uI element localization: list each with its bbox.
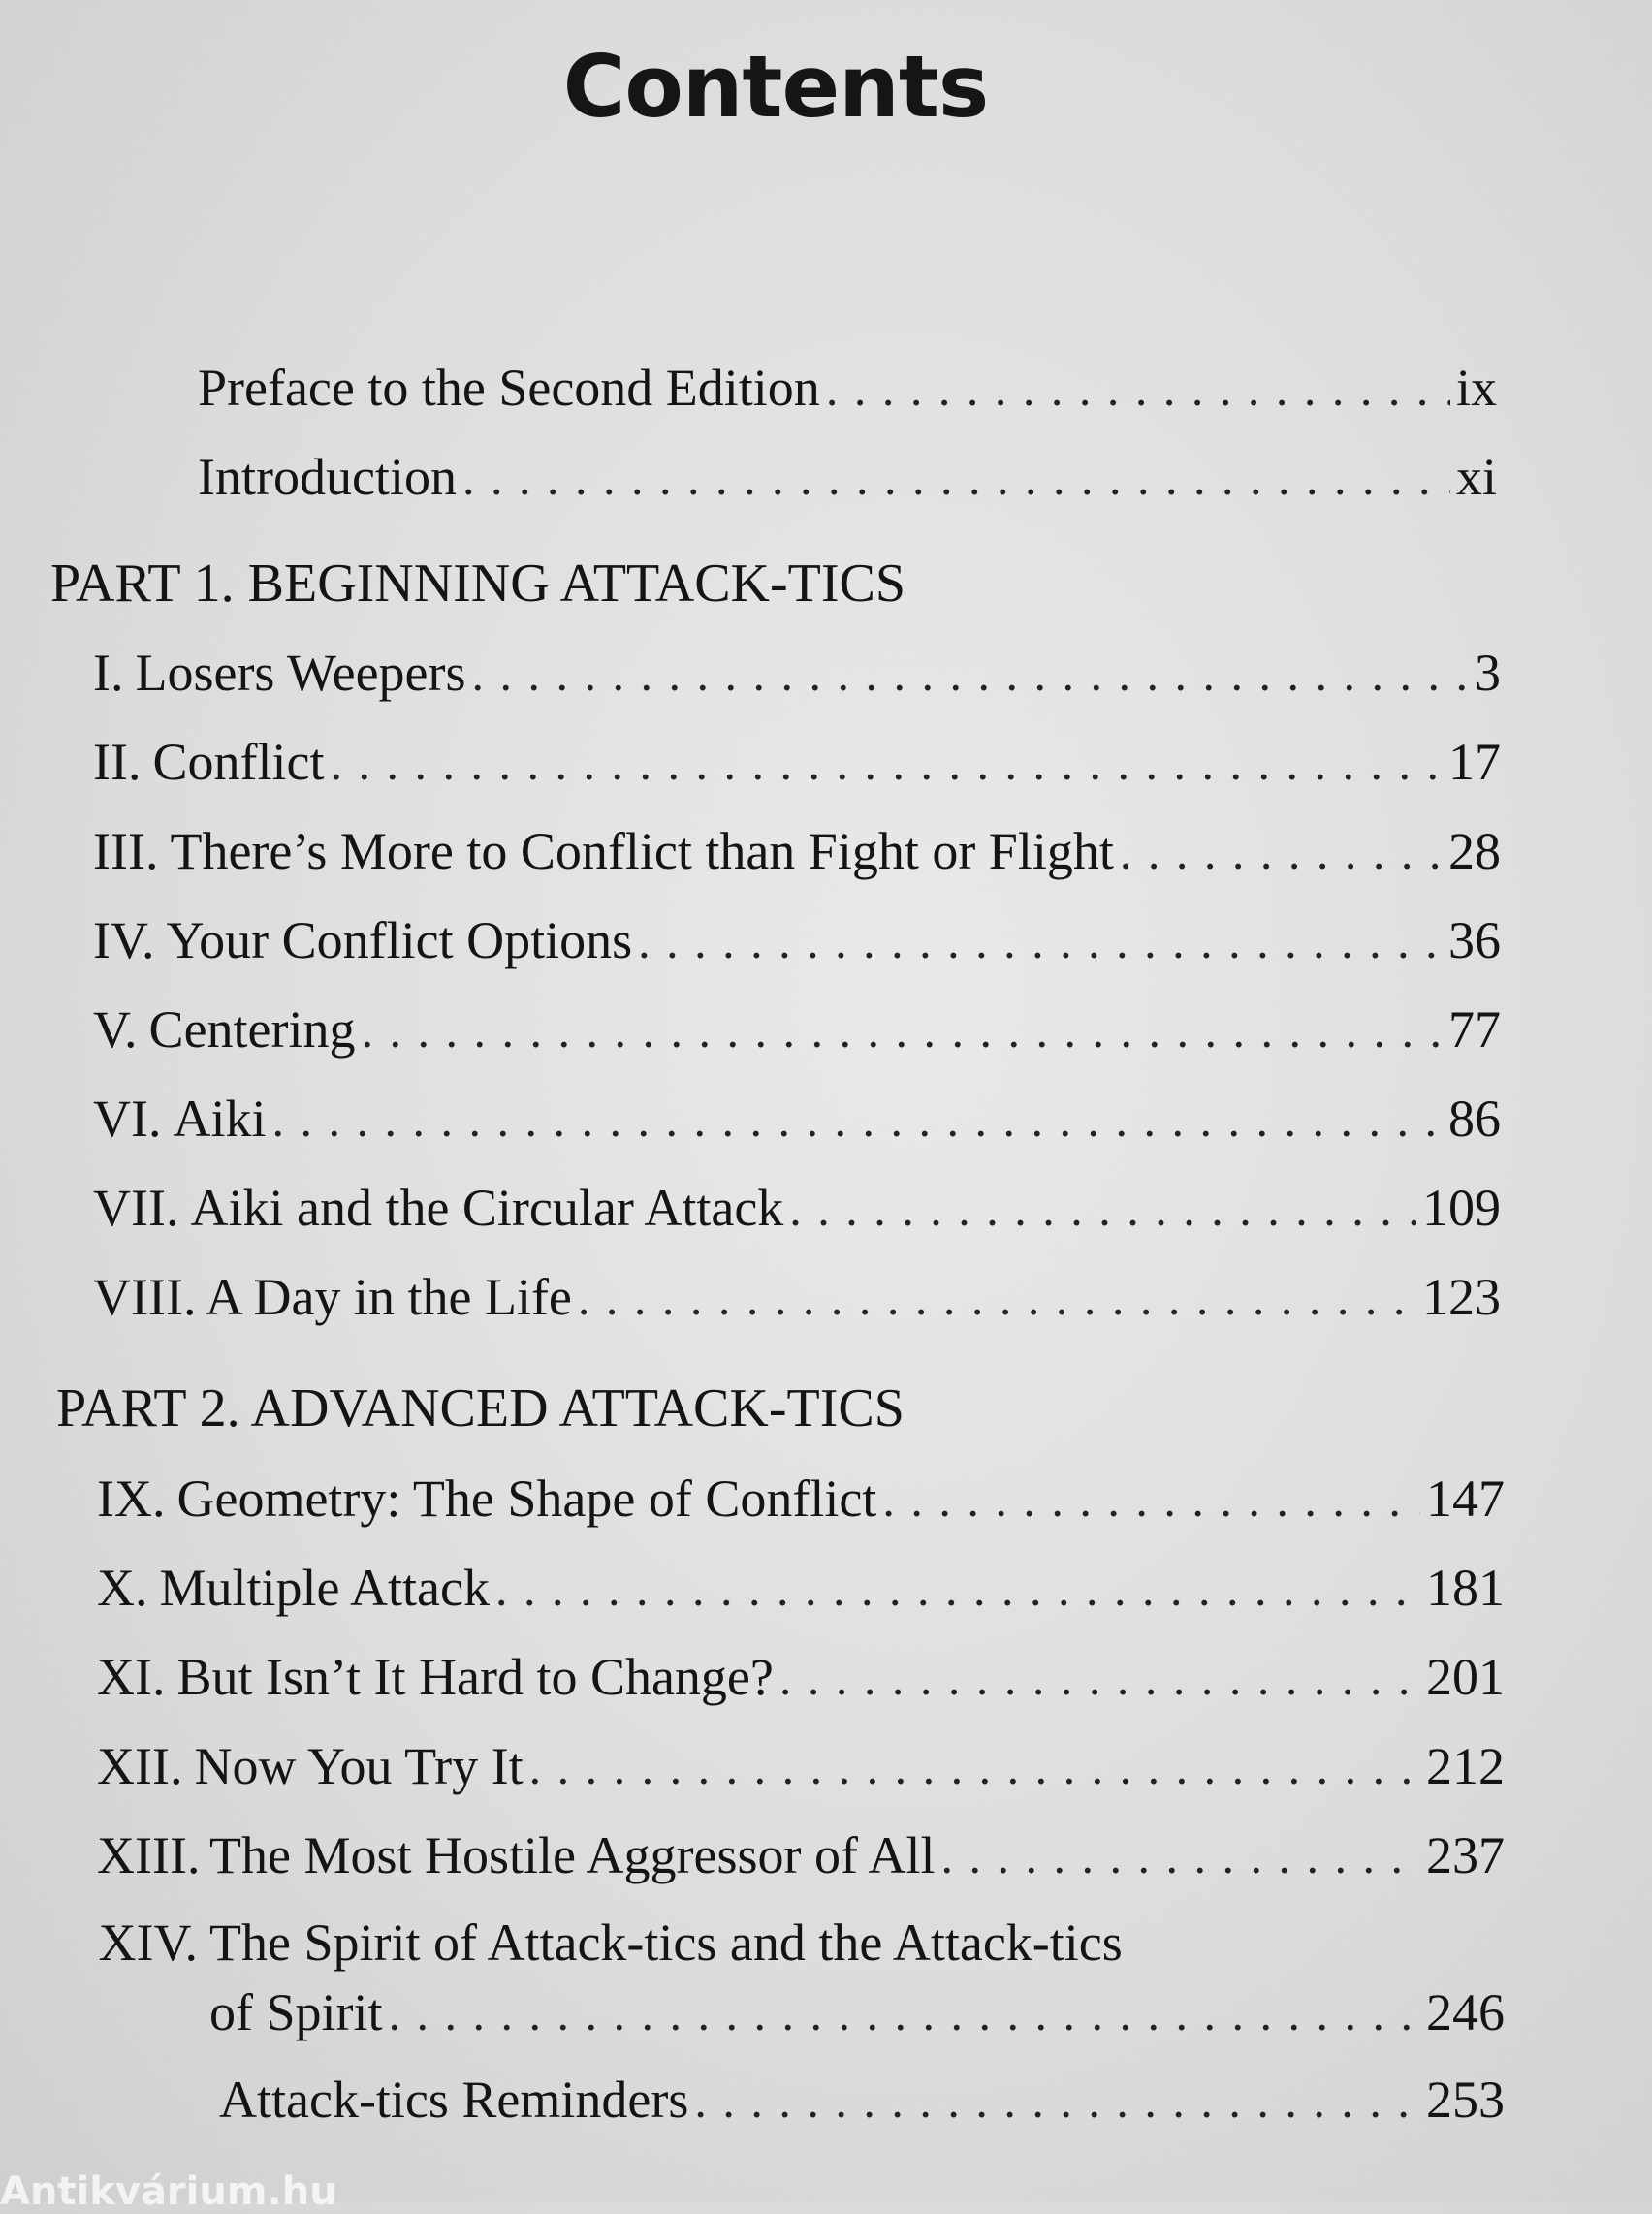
dot-leader — [389, 1989, 1420, 2038]
part-heading: PART 2. ADVANCED ATTACK-TICS — [56, 1378, 905, 1439]
toc-entry-label: Geometry: The Shape of Conflict — [176, 1470, 877, 1528]
dot-leader — [779, 1654, 1420, 1702]
toc-entry-label: Introduction — [198, 448, 457, 506]
toc-entry-reminders[interactable] — [219, 2071, 1505, 2129]
chapter-numeral: VII. — [93, 1179, 179, 1237]
toc-entry-chapter[interactable] — [97, 1648, 1505, 1706]
dot-leader — [882, 1475, 1420, 1524]
dot-leader — [694, 2076, 1420, 2125]
toc-page-number: 36 — [1448, 911, 1501, 969]
toc-entry-chapter[interactable] — [93, 1000, 1501, 1059]
toc-entry-chapter[interactable] — [93, 1268, 1501, 1326]
toc-entry-chapter[interactable] — [93, 733, 1501, 791]
chapter-numeral: IV. — [93, 911, 155, 969]
dot-leader — [529, 1743, 1420, 1791]
toc-entry-label: But Isn’t It Hard to Change? — [176, 1648, 774, 1706]
dot-leader — [1120, 828, 1443, 876]
toc-page-number: 246 — [1426, 1983, 1505, 2041]
toc-page-number: 147 — [1426, 1470, 1505, 1528]
toc-page-number: 181 — [1426, 1559, 1505, 1617]
toc-entry-label: Conflict — [152, 733, 325, 791]
dot-leader — [826, 364, 1450, 413]
toc-entry-label: Your Conflict Options — [166, 911, 633, 969]
toc-entry-label: There’s More to Conflict than Fight or Flight — [170, 822, 1114, 880]
toc-entry-chapter[interactable] — [93, 822, 1501, 880]
toc-entry-label: Attack-tics Reminders — [219, 2071, 689, 2129]
dot-leader — [472, 649, 1469, 698]
dot-leader — [462, 454, 1450, 502]
toc-page-number: 123 — [1422, 1268, 1501, 1326]
toc-entry-label: Now You Try It — [194, 1737, 524, 1795]
dot-leader — [495, 1565, 1420, 1613]
toc-entry-label: Aiki and the Circular Attack — [190, 1179, 784, 1237]
toc-page-number: 28 — [1448, 822, 1501, 880]
chapter-numeral: VIII. — [93, 1268, 197, 1326]
toc-entry-chapter[interactable] — [97, 1826, 1505, 1884]
toc-page-number: 3 — [1475, 644, 1501, 702]
toc-entry-label: Aiki — [173, 1090, 267, 1148]
toc-entry-label: Losers Weepers — [135, 644, 466, 702]
toc-entry-chapter[interactable] — [93, 644, 1501, 702]
toc-page-number: 109 — [1422, 1179, 1501, 1237]
toc-entry-label: The Spirit of Attack-tics and the Attack-tics — [209, 1914, 1123, 1972]
toc-entry-label: Multiple Attack — [159, 1559, 490, 1617]
toc-entry-label: Preface to the Second Edition — [198, 359, 820, 417]
chapter-numeral: XIV. — [98, 1914, 198, 1972]
toc-entry-chapter[interactable] — [97, 1559, 1505, 1617]
chapter-numeral: III. — [93, 822, 159, 880]
dot-leader — [362, 1006, 1444, 1055]
dot-leader — [638, 917, 1443, 965]
toc-entry-preface[interactable] — [198, 359, 1497, 417]
toc-entry-chapter[interactable] — [97, 1737, 1505, 1795]
toc-entry-chapter[interactable] — [97, 1470, 1505, 1528]
toc-page-number: 17 — [1448, 733, 1501, 791]
toc-page-number: xi — [1455, 448, 1497, 506]
toc-entry-chapter[interactable] — [93, 1179, 1501, 1237]
toc-page-number: 237 — [1426, 1826, 1505, 1884]
chapter-numeral: II. — [93, 733, 142, 791]
toc-entry-label-continued: of Spirit — [209, 1983, 383, 2041]
chapter-numeral: I. — [93, 644, 124, 702]
chapter-numeral: XII. — [97, 1737, 183, 1795]
toc-page-number: 201 — [1426, 1648, 1505, 1706]
dot-leader — [578, 1274, 1416, 1322]
toc-entry-chapter-continuation[interactable] — [209, 1983, 1505, 2041]
watermark: Antikvárium.hu — [0, 2169, 337, 2214]
chapter-numeral: IX. — [97, 1470, 166, 1528]
dot-leader — [272, 1095, 1444, 1144]
toc-entry-chapter[interactable] — [93, 1090, 1501, 1148]
chapter-numeral: XI. — [97, 1648, 166, 1706]
toc-entry-chapter[interactable] — [93, 911, 1501, 969]
toc-page-number: 212 — [1426, 1737, 1505, 1795]
chapter-numeral: V. — [93, 1000, 138, 1059]
dot-leader — [940, 1832, 1420, 1881]
toc-entry-label: A Day in the Life — [206, 1268, 572, 1326]
toc-entry-label: The Most Hostile Aggressor of All — [209, 1826, 936, 1884]
part-heading: PART 1. BEGINNING ATTACK-TICS — [50, 554, 905, 614]
page-title: Contents — [562, 37, 989, 137]
toc-page-number: 253 — [1426, 2071, 1505, 2129]
toc-entry-introduction[interactable] — [198, 448, 1497, 506]
dot-leader — [330, 739, 1443, 787]
toc-page-number: ix — [1455, 359, 1497, 417]
toc-page-number: 77 — [1448, 1000, 1501, 1059]
chapter-numeral: VI. — [93, 1090, 162, 1148]
toc-entry-chapter-heading-line[interactable] — [97, 1914, 1123, 1972]
dot-leader — [789, 1185, 1416, 1233]
chapter-numeral: XIII. — [97, 1826, 201, 1884]
toc-entry-label: Centering — [148, 1000, 356, 1059]
chapter-numeral: X. — [97, 1559, 148, 1617]
toc-page-number: 86 — [1448, 1090, 1501, 1148]
